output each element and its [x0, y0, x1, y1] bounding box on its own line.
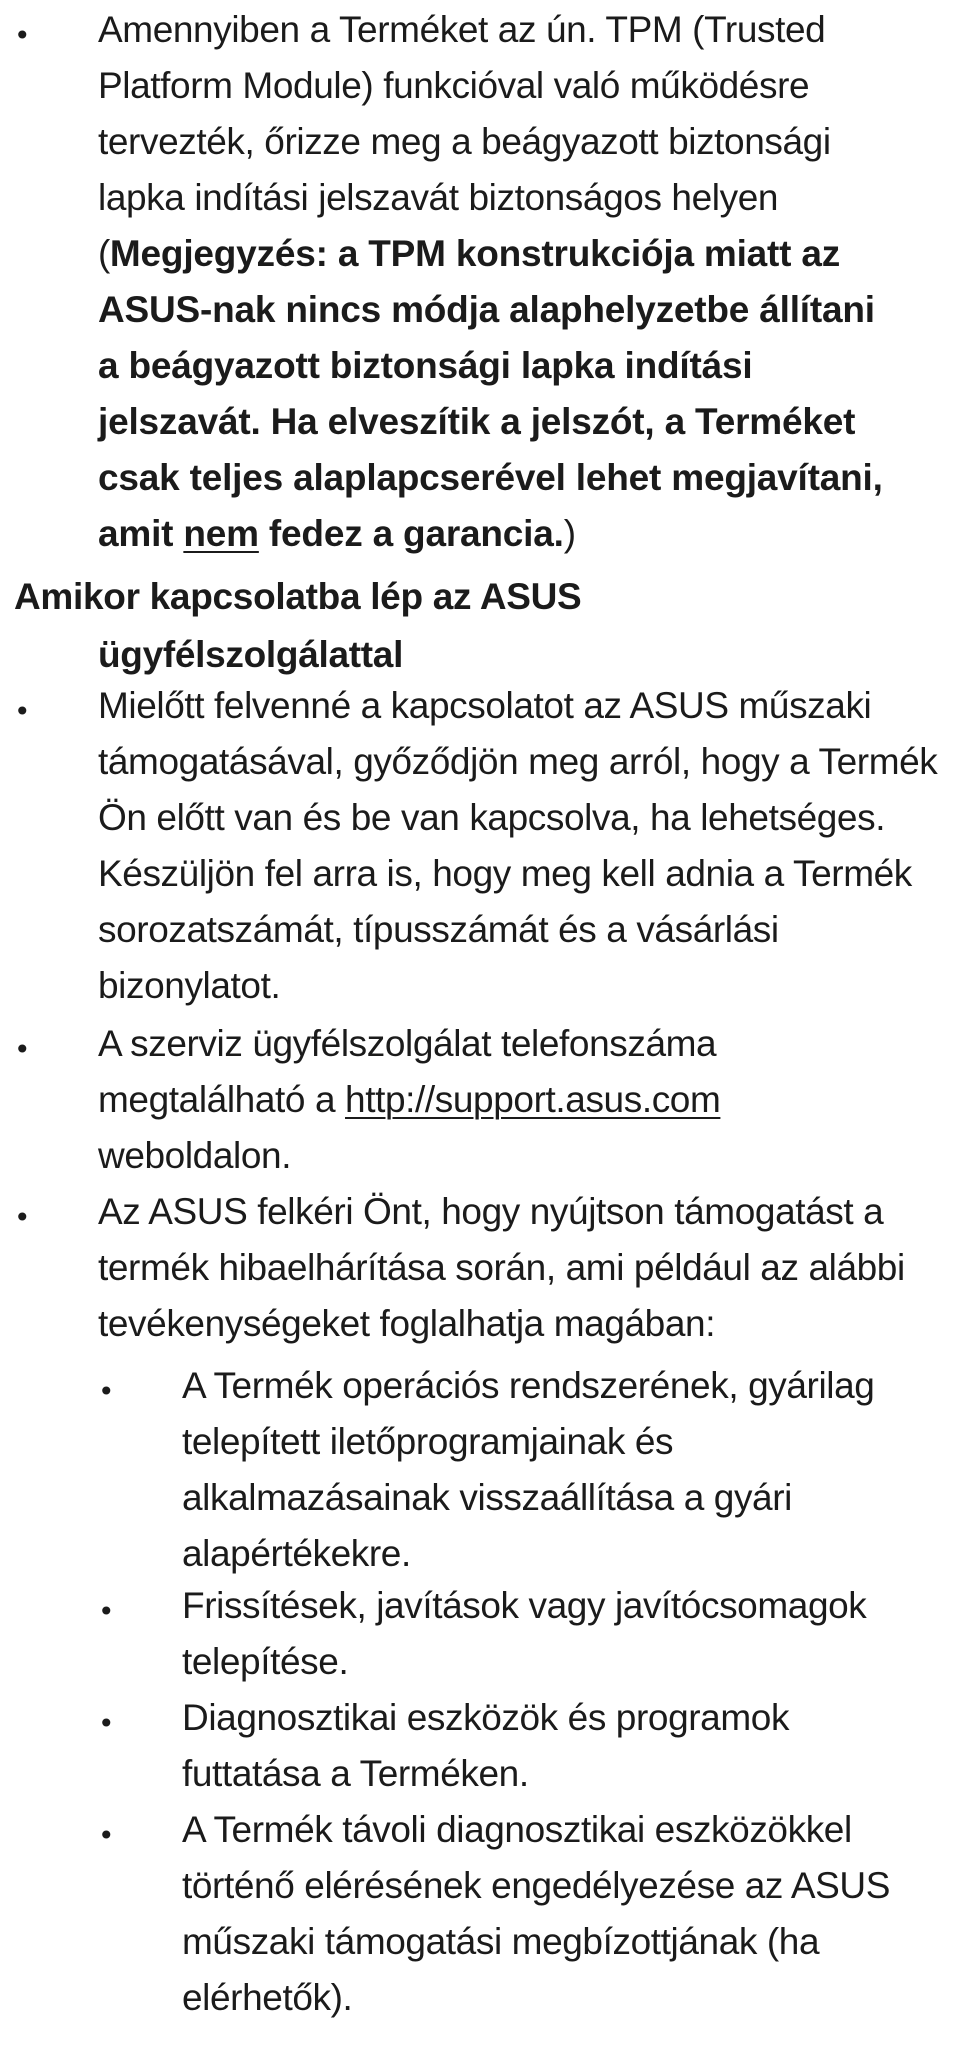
bullet-marker: •	[14, 1033, 31, 1066]
tpm-text: Amennyiben a Terméket az ún. TPM (Trusted Platform Module) funkcióval való működésre tervezték, őrizze meg a beágyazott biztonsági lapka indítási jelszavát biztonságos helyen (	[98, 9, 831, 274]
bullet-marker: •	[14, 1201, 31, 1234]
sub-bullet-marker: •	[98, 1375, 115, 1408]
bullet-marker: •	[14, 695, 31, 728]
sub-bullet-item: Frissítések, javítások vagy javítócsomagok telepítése.	[182, 1585, 867, 1682]
tpm-note-bold-end: fedez a garancia.	[258, 513, 564, 554]
heading-line-2: ügyfélszolgálattal	[98, 634, 404, 675]
tpm-note-underlined: nem	[183, 513, 259, 554]
tpm-close-paren: )	[563, 513, 576, 554]
heading-line-1: Amikor kapcsolatba lép az ASUS	[14, 576, 582, 617]
sub-bullet-marker: •	[98, 1595, 115, 1628]
support-text: A szerviz ügyfélszolgálat telefonszáma megtalálható a	[98, 1023, 717, 1120]
sub-bullet-item: Diagnosztikai eszközök és programok futtatása a Terméken.	[182, 1697, 790, 1794]
support-link[interactable]: http://support.asus.com	[345, 1079, 721, 1120]
tpm-paragraph	[98, 2, 898, 562]
contact-prep-paragraph: Mielőtt felvenné a kapcsolatot az ASUS műszaki támogatásával, győződjön meg arról, hogy a Termék Ön előtt van és be van kapcsolva, ha lehetséges. Készüljön fel arra is, hogy meg kell adnia a Termék sorozatszámát, típusszámát és a vásárlási bizonylatot.	[98, 685, 938, 1006]
sub-bullet-marker: •	[98, 1819, 115, 1852]
tpm-note-bold: Megjegyzés: a TPM konstrukciója miatt az ASUS-nak nincs módja alaphelyzetbe állítani a beágyazott biztonsági lapka indítási jelszavát. Ha elveszítik a jelszót, a Terméket csak teljes alaplapcserével lehet megjavítani, amit	[98, 233, 883, 554]
sub-bullet-item: A Termék operációs rendszerének, gyárilag telepített iletőprogramjainak és alkalmazásainak visszaállítása a gyári alapértékekre.	[182, 1365, 875, 1574]
sub-bullet-marker: •	[98, 1707, 115, 1740]
troubleshooting-paragraph: Az ASUS felkéri Önt, hogy nyújtson támogatást a termék hibaelhárítása során, ami például az alábbi tevékenységeket foglalhatja magában:	[98, 1191, 905, 1344]
bullet-marker: •	[14, 19, 31, 52]
support-text-end: weboldalon.	[98, 1135, 292, 1176]
section-heading	[14, 568, 894, 684]
sub-bullet-item: A Termék távoli diagnosztikai eszközökkel történő elérésének engedélyezése az ASUS műszaki támogatási megbízottjának (ha elérhetők).	[182, 1809, 891, 2018]
support-phone-paragraph	[98, 1016, 818, 1184]
